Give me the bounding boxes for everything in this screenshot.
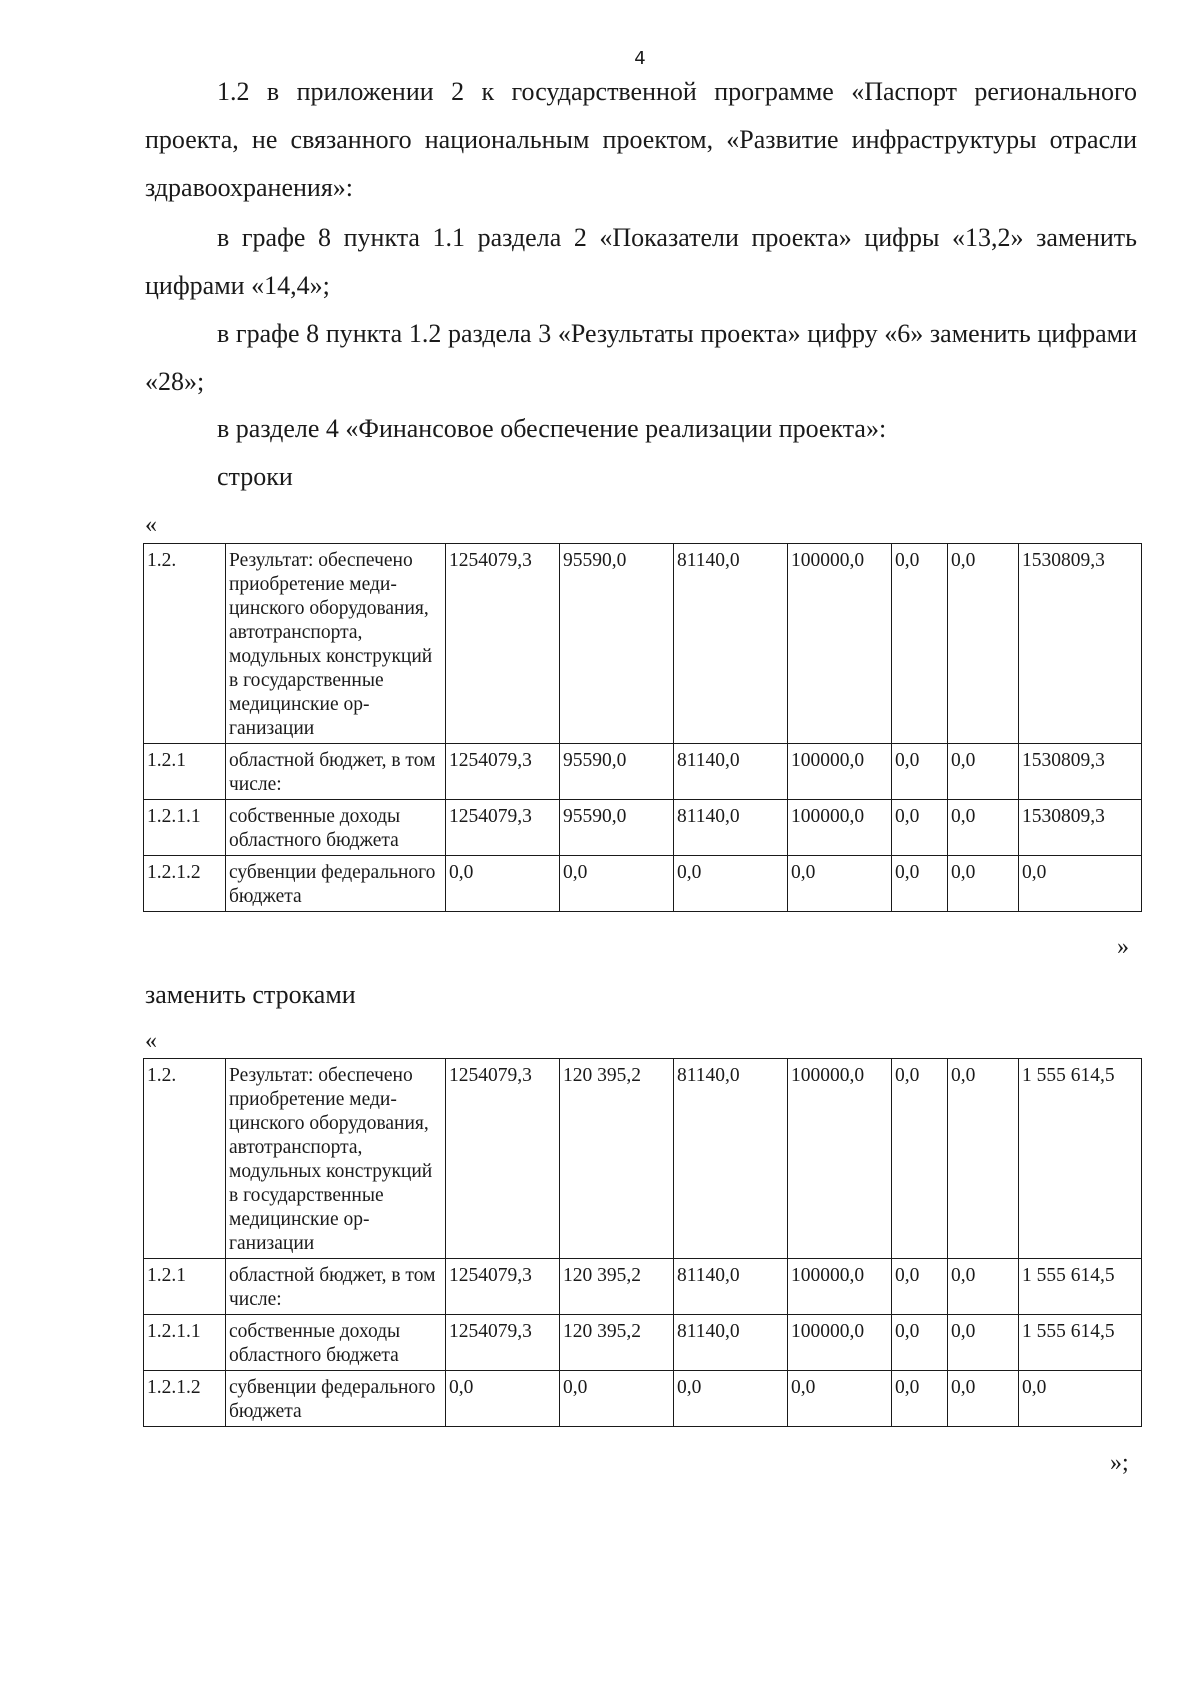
amount-cell: 0,0 <box>1019 856 1142 912</box>
amount-cell: 1530809,3 <box>1019 800 1142 856</box>
close-quote-mark: » <box>1117 934 1129 960</box>
row-description-cell: собственные доходы областного бюджета <box>226 800 446 856</box>
old-rows-table-body <box>144 544 1142 912</box>
open-quote-mark: « <box>145 512 157 538</box>
row-number-cell: 1.2.1.2 <box>144 1371 226 1427</box>
amount-cell: 1254079,3 <box>446 800 560 856</box>
amount-cell: 0,0 <box>892 1059 948 1259</box>
amount-cell: 100000,0 <box>788 544 892 744</box>
amount-cell: 100000,0 <box>788 744 892 800</box>
amount-cell: 0,0 <box>892 544 948 744</box>
paragraph-appendix-2 <box>145 68 1137 212</box>
amount-cell: 81140,0 <box>674 744 788 800</box>
amount-cell: 0,0 <box>674 856 788 912</box>
amount-cell: 81140,0 <box>674 1315 788 1371</box>
table-row <box>144 544 1142 744</box>
paragraph-section-4: в разделе 4 «Финансовое обеспечение реализации проекта»: <box>217 414 887 443</box>
amount-cell: 0,0 <box>674 1371 788 1427</box>
row-description-cell: Результат: обеспечено приобретение медицинского оборудования, автотранспорта, модульных конструкций в государственные медицинские организации <box>226 1059 446 1259</box>
row-number-cell: 1.2.1.1 <box>144 800 226 856</box>
amount-cell: 0,0 <box>788 1371 892 1427</box>
amount-cell: 100000,0 <box>788 1059 892 1259</box>
open-quote-mark: « <box>145 1028 157 1054</box>
row-number-cell: 1.2. <box>144 544 226 744</box>
row-description-cell: областной бюджет, в том числе: <box>226 744 446 800</box>
table-row <box>144 744 1142 800</box>
paragraph-text: в графе 8 пункта 1.1 раздела 2 «Показатели проекта» цифры «13,2» заменить цифрами «14,4»; <box>145 223 1137 300</box>
row-number-cell: 1.2. <box>144 1059 226 1259</box>
amount-cell: 120 395,2 <box>560 1259 674 1315</box>
row-description-cell: Результат: обеспечено приобретение медицинского оборудования, автотранспорта, модульных конструкций в государственные медицинские организации <box>226 544 446 744</box>
amount-cell: 0,0 <box>892 856 948 912</box>
row-description-cell: собственные доходы областного бюджета <box>226 1315 446 1371</box>
amount-cell: 1254079,3 <box>446 1059 560 1259</box>
amount-cell: 95590,0 <box>560 744 674 800</box>
amount-cell: 1 555 614,5 <box>1019 1315 1142 1371</box>
amount-cell: 81140,0 <box>674 800 788 856</box>
amount-cell: 1254079,3 <box>446 1259 560 1315</box>
table-row <box>144 1315 1142 1371</box>
new-rows-table <box>143 1058 1142 1427</box>
amount-cell: 100000,0 <box>788 1259 892 1315</box>
row-number-cell: 1.2.1.1 <box>144 1315 226 1371</box>
close-quote-semicolon: »; <box>1110 1450 1129 1476</box>
amount-cell: 120 395,2 <box>560 1059 674 1259</box>
table-row <box>144 1259 1142 1315</box>
amount-cell: 0,0 <box>892 800 948 856</box>
table-row <box>144 1371 1142 1427</box>
paragraph-rows-label: строки <box>217 462 293 491</box>
amount-cell: 100000,0 <box>788 1315 892 1371</box>
amount-cell: 1254079,3 <box>446 744 560 800</box>
new-rows-table-body <box>144 1059 1142 1427</box>
amount-cell: 0,0 <box>948 1059 1019 1259</box>
amount-cell: 1254079,3 <box>446 1315 560 1371</box>
amount-cell: 81140,0 <box>674 1259 788 1315</box>
page-number: 4 <box>634 48 646 69</box>
paragraph-replace-with: заменить строками <box>145 980 356 1009</box>
amount-cell: 0,0 <box>948 800 1019 856</box>
paragraph-results-change <box>145 310 1137 406</box>
amount-cell: 81140,0 <box>674 544 788 744</box>
row-description-cell: субвенции федерального бюджета <box>226 856 446 912</box>
amount-cell: 0,0 <box>948 544 1019 744</box>
amount-cell: 1530809,3 <box>1019 744 1142 800</box>
paragraph-text: 1.2 в приложении 2 к государственной программе «Паспорт регионального проекта, не связанного национальным проектом, «Развитие инфраструктуры отрасли здравоохранения»: <box>145 77 1137 202</box>
old-rows-table <box>143 543 1142 912</box>
amount-cell: 0,0 <box>560 1371 674 1427</box>
row-number-cell: 1.2.1.2 <box>144 856 226 912</box>
row-number-cell: 1.2.1 <box>144 1259 226 1315</box>
row-number-cell: 1.2.1 <box>144 744 226 800</box>
amount-cell: 0,0 <box>1019 1371 1142 1427</box>
amount-cell: 1 555 614,5 <box>1019 1259 1142 1315</box>
amount-cell: 0,0 <box>446 856 560 912</box>
amount-cell: 100000,0 <box>788 800 892 856</box>
amount-cell: 95590,0 <box>560 544 674 744</box>
amount-cell: 0,0 <box>892 1315 948 1371</box>
amount-cell: 0,0 <box>948 856 1019 912</box>
table-row <box>144 1059 1142 1259</box>
amount-cell: 1 555 614,5 <box>1019 1059 1142 1259</box>
amount-cell: 0,0 <box>788 856 892 912</box>
amount-cell: 0,0 <box>948 744 1019 800</box>
amount-cell: 1254079,3 <box>446 544 560 744</box>
row-description-cell: областной бюджет, в том числе: <box>226 1259 446 1315</box>
amount-cell: 81140,0 <box>674 1059 788 1259</box>
amount-cell: 0,0 <box>892 744 948 800</box>
row-description-cell: субвенции федерального бюджета <box>226 1371 446 1427</box>
amount-cell: 0,0 <box>892 1371 948 1427</box>
amount-cell: 0,0 <box>948 1315 1019 1371</box>
amount-cell: 120 395,2 <box>560 1315 674 1371</box>
amount-cell: 0,0 <box>446 1371 560 1427</box>
paragraph-indicators-change <box>145 214 1137 310</box>
table-row <box>144 800 1142 856</box>
table-row <box>144 856 1142 912</box>
amount-cell: 0,0 <box>892 1259 948 1315</box>
amount-cell: 0,0 <box>560 856 674 912</box>
paragraph-text: в графе 8 пункта 1.2 раздела 3 «Результаты проекта» цифру «6» заменить цифрами «28»; <box>145 319 1137 396</box>
amount-cell: 0,0 <box>948 1371 1019 1427</box>
amount-cell: 1530809,3 <box>1019 544 1142 744</box>
amount-cell: 0,0 <box>948 1259 1019 1315</box>
amount-cell: 95590,0 <box>560 800 674 856</box>
